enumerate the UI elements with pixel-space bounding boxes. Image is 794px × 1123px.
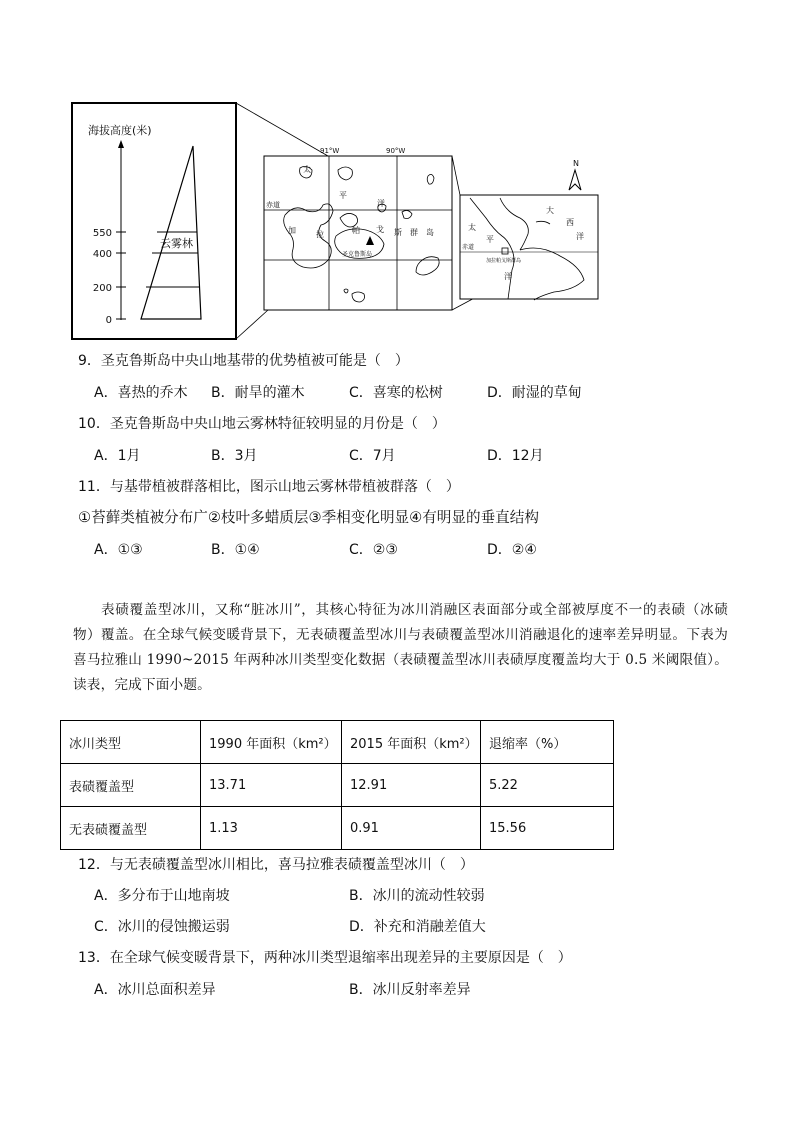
cloud-forest-label: 云雾林 xyxy=(160,237,193,250)
table-row xyxy=(61,807,614,850)
question-10-stem: 10．圣克鲁斯岛中央山地云雾林特征较明显的月份是（ ） xyxy=(78,416,446,432)
question-11-option-d[interactable]: D．②④ xyxy=(487,542,537,558)
inset-ocean-char: 大 xyxy=(546,206,554,215)
inset-ocean-char: 西 xyxy=(566,218,574,227)
question-11-option-c[interactable]: C．②③ xyxy=(349,542,398,558)
inset-map xyxy=(460,159,598,300)
inset-ocean-char: 太 xyxy=(468,223,476,232)
table-header-cell: 退缩率（%） xyxy=(481,721,614,764)
galapagos-map xyxy=(264,147,480,310)
map-place-char: 群 xyxy=(410,228,418,237)
question-9-option-d[interactable]: D．耐湿的草甸 xyxy=(487,385,582,401)
table-cell: 15.56 xyxy=(481,807,614,850)
map-place-char: 加 xyxy=(288,226,296,235)
question-13-option-a[interactable]: A．冰川总面积差异 xyxy=(94,982,216,998)
inset-ocean-char: 平 xyxy=(486,235,494,244)
figure xyxy=(0,0,794,345)
table-row xyxy=(61,764,614,807)
glacier-data-table xyxy=(60,720,614,850)
island-label: 圣克鲁斯岛 xyxy=(342,251,373,258)
question-12-option-d[interactable]: D．补充和消融差值大 xyxy=(349,919,486,935)
table-header-cell: 冰川类型 xyxy=(61,721,201,764)
longitude-label: 91°W xyxy=(320,147,340,155)
map-place-char: 岛 xyxy=(426,228,434,237)
tick-label: 0 xyxy=(105,315,112,326)
tick-label: 550 xyxy=(92,228,112,239)
north-label: N xyxy=(573,159,579,168)
table-cell: 5.22 xyxy=(481,764,614,807)
question-12-option-a[interactable]: A．多分布于山地南坡 xyxy=(94,888,230,904)
north-arrow-icon xyxy=(569,170,581,190)
question-11-statements: ①苔藓类植被分布广②枝叶多蜡质层③季相变化明显④有明显的垂直结构 xyxy=(78,509,539,526)
y-axis-label: 海拔高度(米) xyxy=(88,124,152,137)
table-header-cell: 2015 年面积（km²） xyxy=(342,721,481,764)
reading-passage xyxy=(73,598,728,698)
map-place-char: 平 xyxy=(339,191,347,200)
question-11-option-a[interactable]: A．①③ xyxy=(94,542,143,558)
question-10-option-c[interactable]: C．7月 xyxy=(349,448,396,464)
question-11-option-b[interactable]: B．①④ xyxy=(211,542,260,558)
question-13-stem: 13．在全球气候变暖背景下，两种冰川类型退缩率出现差异的主要原因是（ ） xyxy=(78,950,572,966)
question-13-option-b[interactable]: B．冰川反射率差异 xyxy=(349,982,471,998)
table-cell: 12.91 xyxy=(342,764,481,807)
map-place-char: 帕 xyxy=(352,226,360,235)
question-12-option-b[interactable]: B．冰川的流动性较弱 xyxy=(349,888,485,904)
inset-ocean-char: 洋 xyxy=(504,272,512,281)
map-place-char: 拉 xyxy=(316,230,324,239)
map-place-char: 太 xyxy=(303,165,311,174)
inset-islands-label: 加拉帕戈斯群岛 xyxy=(486,258,522,264)
table-cell: 13.71 xyxy=(201,764,342,807)
question-12-option-c[interactable]: C．冰川的侵蚀搬运弱 xyxy=(94,919,230,935)
question-11-stem: 11．与基带植被群落相比，图示山地云雾林带植被群落（ ） xyxy=(78,479,460,495)
question-9-option-c[interactable]: C．喜寒的松树 xyxy=(349,385,443,401)
table-cell: 无表碛覆盖型 xyxy=(61,807,201,850)
tick-label: 400 xyxy=(92,249,112,260)
tick-label: 200 xyxy=(92,283,112,294)
question-9-option-b[interactable]: B．耐旱的灌木 xyxy=(211,385,305,401)
question-12-stem: 12．与无表碛覆盖型冰川相比，喜马拉雅表碛覆盖型冰川（ ） xyxy=(78,857,474,873)
table-cell: 1.13 xyxy=(201,807,342,850)
question-10-option-a[interactable]: A．1月 xyxy=(94,448,141,464)
question-10-option-d[interactable]: D．12月 xyxy=(487,448,544,464)
table-header-row xyxy=(61,721,614,764)
table-cell: 0.91 xyxy=(342,807,481,850)
passage-text: 表碛覆盖型冰川，又称“脏冰川”，其核心特征为冰川消融区表面部分或全部被厚度不一的表碛（冰碛物）覆盖。在全球气候变暖背景下，无表碛覆盖型冰川与表碛覆盖型冰川消融退化的速率差异明显。下表为喜马拉雅山 1990~2015 年两种冰川类型变化数据（表碛覆盖型冰川表碛厚度覆盖均大于 0.5 米阈限值）。读表，完成下面小题。 xyxy=(73,602,728,693)
map-place-char: 洋 xyxy=(377,199,385,208)
question-9-option-a[interactable]: A．喜热的乔木 xyxy=(94,385,188,401)
longitude-label: 90°W xyxy=(386,147,406,155)
table-header-cell: 1990 年面积（km²） xyxy=(201,721,342,764)
inset-ocean-char: 洋 xyxy=(576,232,584,241)
equator-label: 赤道 xyxy=(266,201,280,209)
question-10-option-b[interactable]: B．3月 xyxy=(211,448,258,464)
table-cell: 表碛覆盖型 xyxy=(61,764,201,807)
question-9-stem: 9．圣克鲁斯岛中央山地基带的优势植被可能是（ ） xyxy=(78,353,409,369)
map-place-char: 斯 xyxy=(394,228,402,237)
inset-equator-label: 赤道 xyxy=(462,244,475,251)
map-place-char: 戈 xyxy=(376,225,384,234)
